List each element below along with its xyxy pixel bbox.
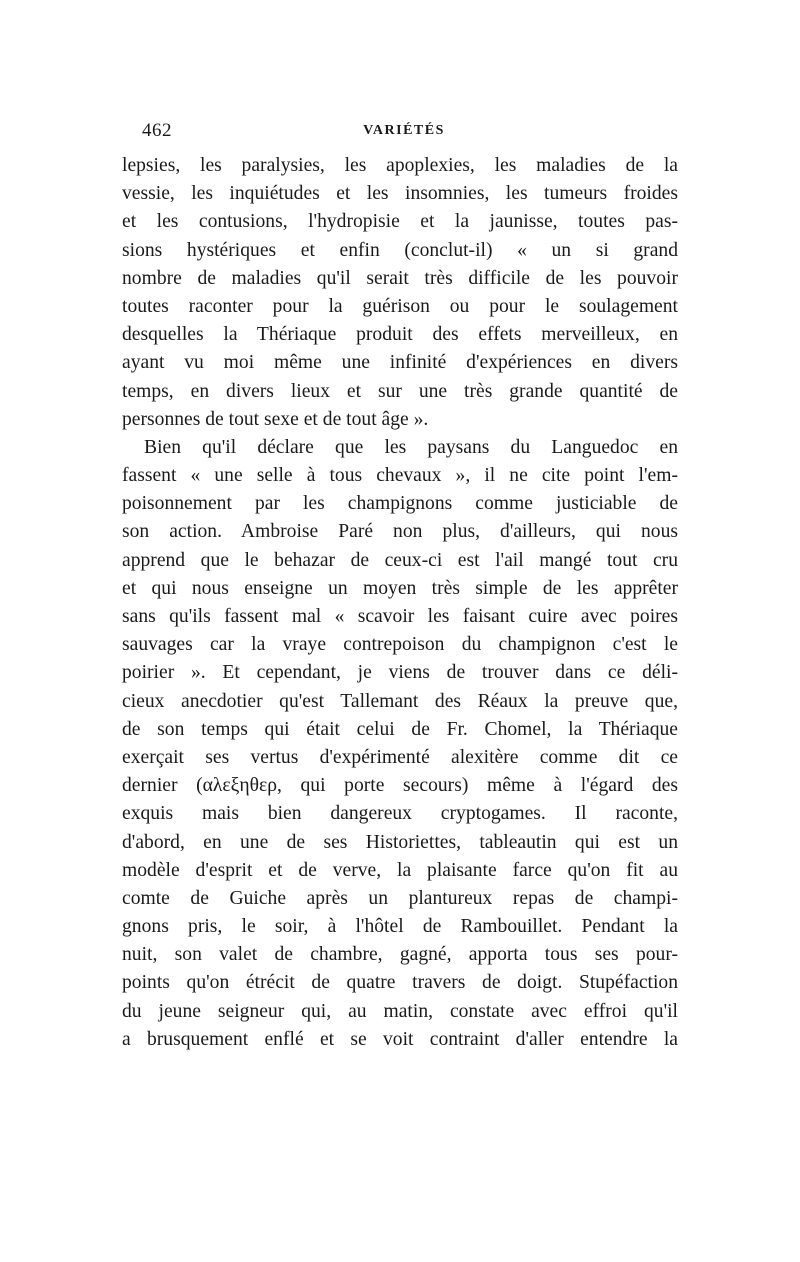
text-line: toutes raconter pour la guérison ou pour le soulagement (122, 295, 678, 317)
text-line: son action. Ambroise Paré non plus, d'ailleurs, qui nous (122, 521, 678, 543)
text-line: et qui nous enseigne un moyen très simple de les apprêter (122, 577, 678, 599)
text-line: nombre de maladies qu'il serait très difficile de les pouvoir (122, 267, 678, 289)
paragraph (122, 434, 678, 1054)
text-line: temps, en divers lieux et sur une très grande quantité de (122, 380, 678, 402)
text-line: points qu'on étrécit de quatre travers de doigt. Stupéfaction (122, 972, 678, 994)
text-line: d'abord, en une de ses Historiettes, tableautin qui est un (122, 831, 678, 853)
text-line: vessie, les inquiétudes et les insomnies, les tumeurs froides (122, 183, 678, 205)
running-title: VARIÉTÉS (363, 123, 445, 138)
text-line: lepsies, les paralysies, les apoplexies, les maladies de la (122, 155, 678, 176)
text-line: Bien qu'il déclare que les paysans du Languedoc en (144, 436, 678, 458)
text-line: a brusquement enflé et se voit contraint d'aller entendre la (122, 1028, 678, 1050)
text-line: sions hystériques et enfin (conclut-il) « un si grand (122, 239, 678, 261)
text-line: dernier (αλεξηθερ, qui porte secours) même à l'égard des (122, 775, 678, 797)
text-line: et les contusions, l'hydropisie et la jaunisse, toutes pas- (122, 211, 678, 233)
text-line: comte de Guiche après un plantureux repas de champi- (122, 887, 678, 909)
text-line: du jeune seigneur qui, au matin, constate avec effroi qu'il (122, 1000, 678, 1022)
text-line: fassent « une selle à tous chevaux », il ne cite point l'em- (122, 465, 678, 487)
text-line: exquis mais bien dangereux cryptogames. Il raconte, (122, 803, 678, 825)
text-line: exerçait ses vertus d'expérimenté alexitère comme dit ce (122, 746, 678, 768)
text-line: gnons pris, le soir, à l'hôtel de Rambouillet. Pendant la (122, 916, 678, 938)
text-line: apprend que le behazar de ceux-ci est l'ail mangé tout cru (122, 549, 678, 571)
text-line: desquelles la Thériaque produit des effets merveilleux, en (122, 324, 678, 346)
text-line: poirier ». Et cependant, je viens de trouver dans ce déli- (122, 662, 678, 684)
text-line: nuit, son valet de chambre, gagné, apporta tous ses pour- (122, 944, 678, 966)
text-line: de son temps qui était celui de Fr. Chomel, la Thériaque (122, 718, 678, 740)
text-line: personnes de tout sexe et de tout âge ». (122, 408, 429, 430)
text-line: sauvages car la vraye contrepoison du champignon c'est le (122, 634, 678, 656)
text-line: cieux anecdotier qu'est Tallemant des Réaux la preuve que, (122, 690, 678, 712)
body-text (122, 152, 678, 1054)
text-line: sans qu'ils fassent mal « scavoir les faisant cuire avec poires (122, 606, 678, 627)
page-number: 462 (142, 120, 172, 141)
text-line: ayant vu moi même une infinité d'expériences en divers (122, 352, 678, 374)
paragraph (122, 152, 678, 434)
text-line: poisonnement par les champignons comme justiciable de (122, 493, 678, 515)
running-head (130, 120, 678, 146)
text-line: modèle d'esprit et de verve, la plaisante farce qu'on fit au (122, 859, 678, 881)
